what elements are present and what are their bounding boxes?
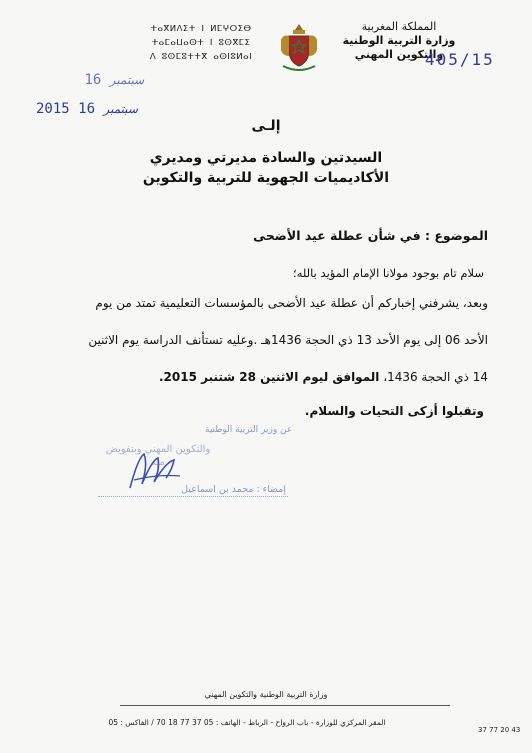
- footer-address: المقر المركزي للوزارة - باب الرواح - الرباط - الهاتف : 05 37 77 18 70 / الفاكس : 05: [108, 718, 386, 727]
- date-stamp: [36, 101, 138, 117]
- signatory-name: إمضاء : محمد بن اسماعيل: [181, 484, 286, 495]
- closing-line: وتقبلوا أزكى التحيات والسلام.: [304, 404, 484, 418]
- body-paragraph-line: [159, 370, 488, 384]
- body-text: 14 ذي الحجة 1436،: [379, 370, 488, 384]
- date-stamp: [30, 72, 144, 88]
- footer-divider: [120, 705, 450, 706]
- reference-number: 405/15: [425, 50, 495, 69]
- arabic-header-line: والتكوين المهني: [354, 48, 444, 61]
- arabic-header-line: المملكة المغربية: [361, 20, 437, 33]
- body-date-emphasis: الموافق ليوم الاثنين 28 شتنبر 2015.: [158, 370, 380, 384]
- tifinagh-line: ⵜⴰⴳⵍⴷⵉⵜ ⵏ ⵍⵎⵖⵔⵉⴱ: [150, 24, 252, 34]
- recipient-line: السيدتين والسادة مديرتي ومديري: [149, 150, 383, 166]
- tifinagh-header: [126, 22, 276, 64]
- arabic-header-line: وزارة التربية الوطنية: [342, 34, 456, 47]
- stamp-year: 2015: [36, 101, 70, 117]
- signature-divider: [98, 496, 288, 497]
- footer-title: وزارة التربية الوطنية والتكوين المهني: [204, 690, 328, 699]
- stamp-day: 16: [78, 101, 96, 117]
- tifinagh-line: ⴷ ⵓⵙⵎⵓⵜⵜⴳ ⴰⵙⵏⵓⵍⴰⵏ: [149, 52, 253, 62]
- official-stamp: والتكوين المهني وبتفويض منه: [105, 444, 211, 468]
- subject-line: الموضوع : في شأن عطلة عيد الأضحى: [253, 228, 488, 243]
- stamp-month: سبتمبر: [109, 73, 145, 87]
- on-behalf-label: عن وزير التربية الوطنية: [205, 425, 293, 435]
- tifinagh-line: ⵜⴰⵎⴰⵡⴰⵙⵜ ⵏ ⵓⵙⴳⵎⵉ: [151, 38, 251, 48]
- recipient-line: الأكاديميات الجهوية للتربية والتكوين: [142, 170, 390, 186]
- footer-fax-number: 37 77 20 43: [478, 726, 521, 734]
- body-paragraph-line: الأحد 06 إلى يوم الأحد 13 ذي الحجة 1436هـ .وعليه تستأنف الدراسة يوم الاثنين: [88, 333, 488, 347]
- body-paragraph-line: وبعد، يشرفني إخباركم أن عطلة عيد الأضحى بالمؤسسات التعليمية تمتد من يوم: [95, 296, 488, 310]
- stamp-day: 16: [84, 72, 102, 88]
- stamp-month: سبتمبر: [103, 102, 138, 116]
- to-label: إلـى: [251, 118, 281, 134]
- greeting: سلام تام بوجود مولانا الإمام المؤيد بالله؛: [293, 266, 484, 280]
